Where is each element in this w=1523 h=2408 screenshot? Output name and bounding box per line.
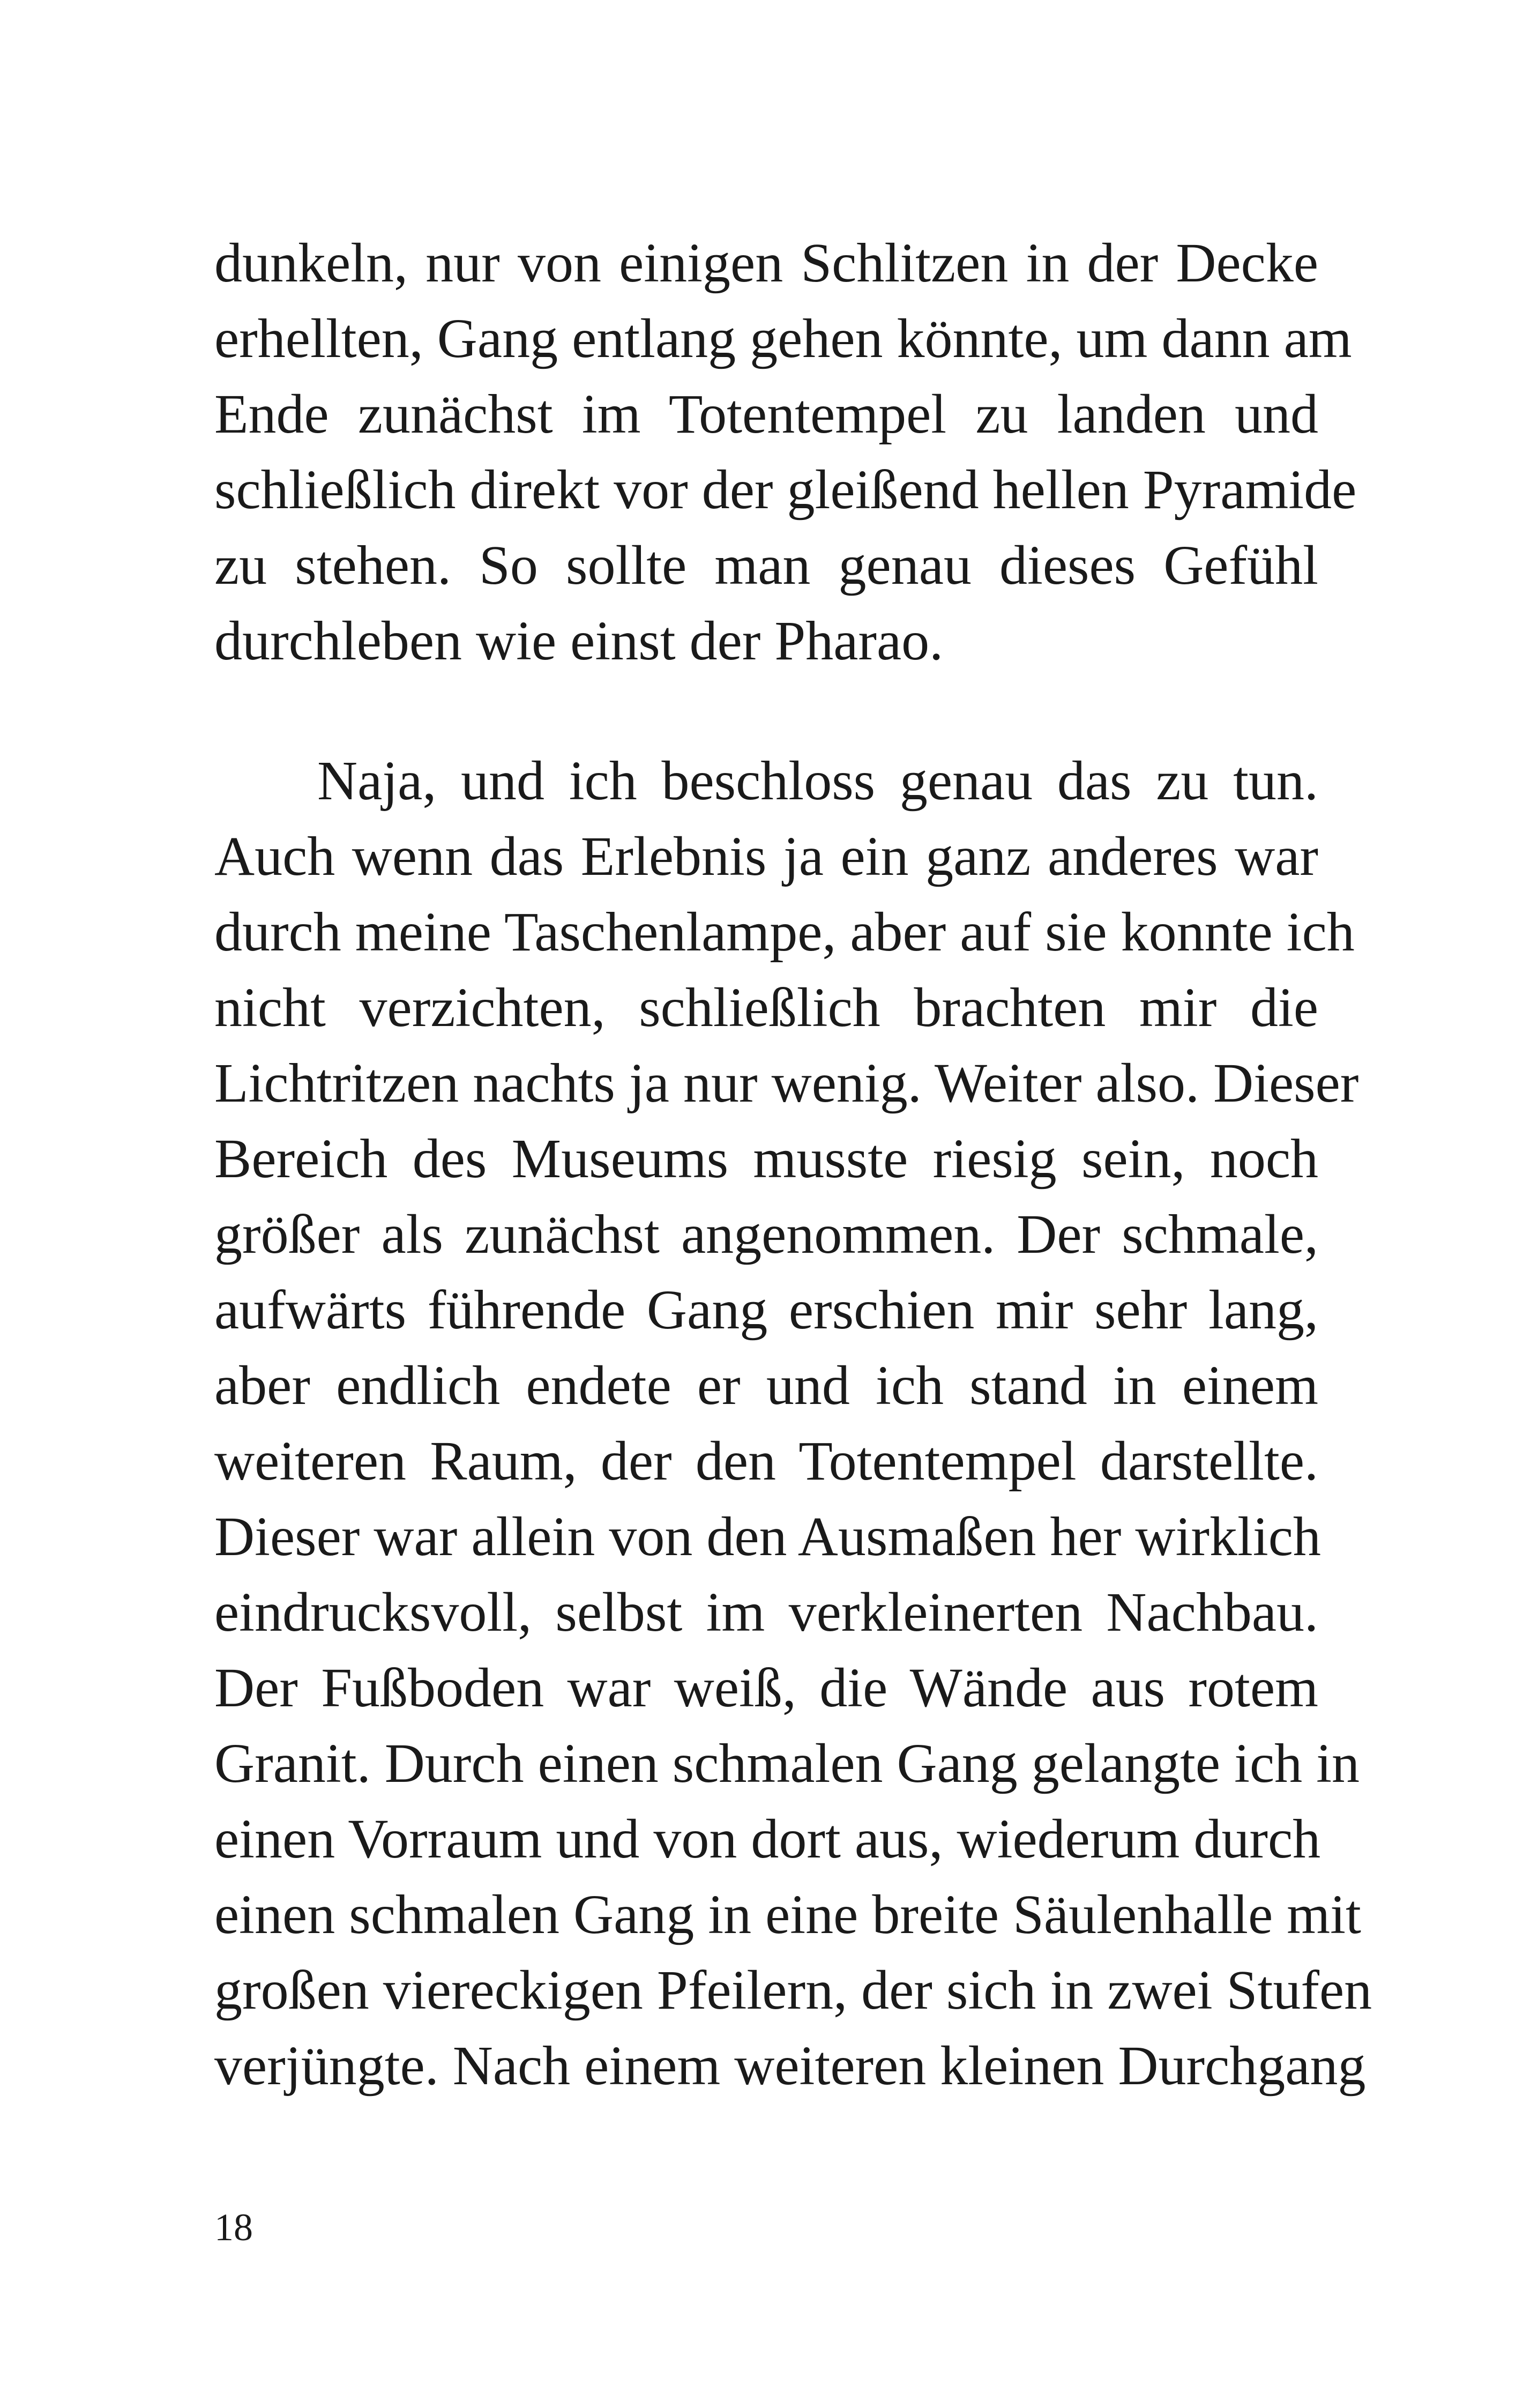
text-line: Naja, und ich beschloss genau das zu tun. — [317, 750, 1318, 812]
body-text — [214, 225, 1372, 2104]
text-line: zu stehen. So sollte man genau dieses Gefühl — [214, 534, 1318, 596]
text-line: Ende zunächst im Totentempel zu landen und — [214, 383, 1318, 445]
text-line: Lichtritzen nachts ja nur wenig. Weiter also. Dieser — [214, 1052, 1359, 1114]
text-line: eindrucksvoll, selbst im verkleinerten Nachbau. — [214, 1581, 1318, 1643]
page-number: 18 — [214, 2206, 253, 2249]
paragraph-1 — [214, 225, 1357, 679]
text-line: Der Fußboden war weiß, die Wände aus rotem — [214, 1657, 1318, 1719]
text-line: durchleben wie einst der Pharao. — [214, 610, 944, 672]
text-line: nicht verzichten, schließlich brachten mir die — [214, 977, 1318, 1038]
text-line: erhellten, Gang entlang gehen könnte, um dann am — [214, 308, 1352, 369]
text-line: einen Vorraum und von dort aus, wiederum durch — [214, 1808, 1321, 1870]
text-line: Granit. Durch einen schmalen Gang gelangte ich in — [214, 1733, 1360, 1794]
text-line: aber endlich endete er und ich stand in einem — [214, 1355, 1318, 1416]
text-line: großen viereckigen Pfeilern, der sich in zwei Stufen — [214, 1959, 1372, 2021]
text-line: weiteren Raum, der den Totentempel darstellte. — [214, 1430, 1318, 1492]
paragraph-2 — [214, 743, 1372, 2104]
text-line: einen schmalen Gang in eine breite Säulenhalle mit — [214, 1884, 1361, 1945]
text-line: Auch wenn das Erlebnis ja ein ganz anderes war — [214, 826, 1318, 887]
text-line: Bereich des Museums musste riesig sein, noch — [214, 1128, 1318, 1190]
text-line: verjüngte. Nach einem weiteren kleinen Durchgang — [214, 2035, 1366, 2097]
text-line: größer als zunächst angenommen. Der schmale, — [214, 1203, 1318, 1265]
text-line: durch meine Taschenlampe, aber auf sie konnte ich — [214, 901, 1355, 963]
text-line: dunkeln, nur von einigen Schlitzen in der Decke — [214, 232, 1318, 294]
text-line: aufwärts führende Gang erschien mir sehr lang, — [214, 1279, 1318, 1341]
text-line: schließlich direkt vor der gleißend hellen Pyramide — [214, 459, 1357, 521]
text-line: Dieser war allein von den Ausmaßen her wirklich — [214, 1506, 1321, 1567]
